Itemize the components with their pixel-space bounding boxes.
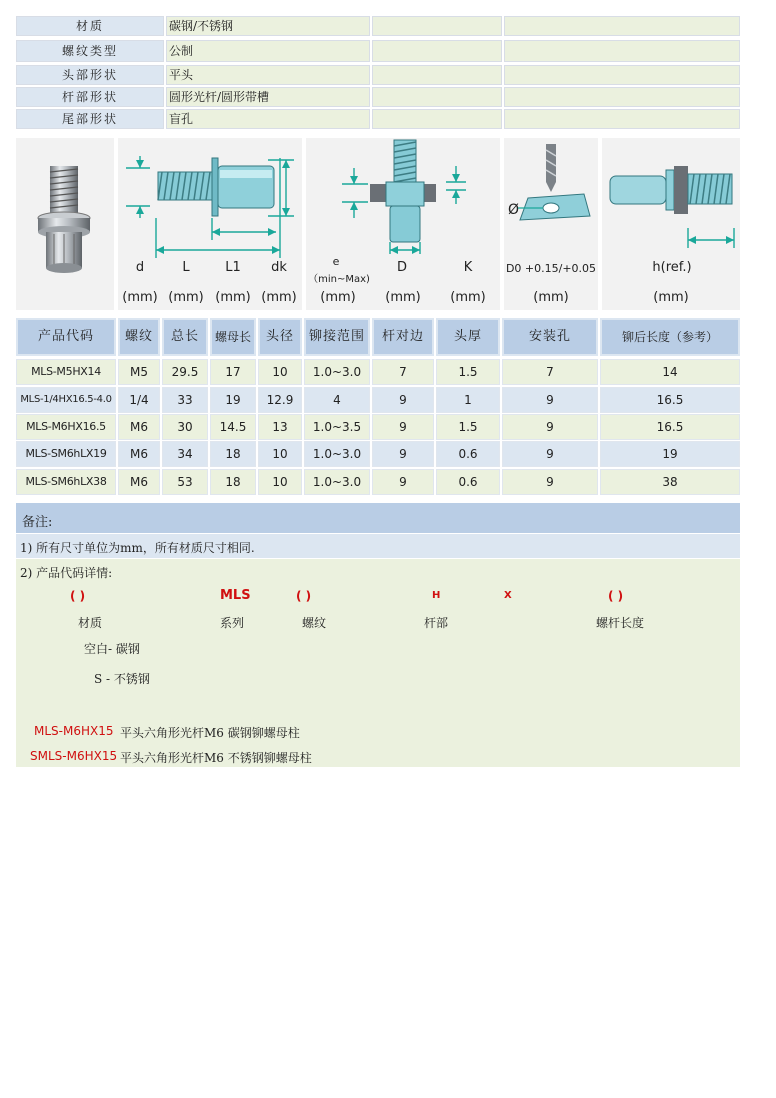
cell-head-diameter: 12.9 — [258, 387, 302, 413]
cell-install-hole: 9 — [502, 441, 598, 467]
cell-install-hole: 7 — [502, 359, 598, 385]
dim-dk-label: dk — [271, 260, 287, 275]
unit-label: (mm) — [261, 290, 297, 305]
cell-install-hole: 9 — [502, 387, 598, 413]
attr-empty — [504, 87, 740, 107]
unit-label: (mm) — [122, 290, 158, 305]
cell-grip-range: 1.0~3.0 — [304, 441, 370, 467]
cell-total-length: 34 — [162, 441, 208, 467]
attr-value: 碳钢/不锈钢 — [166, 16, 370, 36]
attr-label: 材质 — [16, 16, 164, 36]
unit-label: (mm) — [450, 290, 486, 305]
attr-row — [16, 16, 740, 36]
dim-d-label: d — [135, 260, 145, 275]
material-carbon-steel: 空白- 碳钢 — [84, 642, 140, 656]
drill-hole-diagram — [504, 138, 598, 310]
attr-row — [16, 109, 740, 129]
cell-nut-length: 17 — [210, 359, 256, 385]
dim-L1-label: L1 — [225, 260, 241, 275]
example-desc: 平头六角形光杆M6 碳钢铆螺母柱 — [120, 726, 300, 740]
riveted-length-diagram — [602, 138, 740, 310]
svg-text:Ø: Ø — [508, 202, 520, 218]
col-header: 杆对边 — [372, 318, 434, 356]
dim-K-label: K — [463, 260, 473, 275]
code-label-series: 系列 — [220, 616, 245, 630]
example-code: MLS-M6HX15 — [34, 724, 114, 738]
attr-row — [16, 65, 740, 85]
dim-e-range-label: （min~Max) — [308, 274, 370, 285]
cell-riveted-length: 16.5 — [600, 387, 740, 413]
attr-value: 公制 — [166, 40, 370, 62]
example-code: SMLS-M6HX15 — [30, 749, 118, 763]
cell-shank-flats: 9 — [372, 414, 434, 440]
cell-head-diameter: 10 — [258, 441, 302, 467]
cell-head-thickness: 0.6 — [436, 469, 500, 495]
code-part-shank: H — [432, 590, 441, 601]
attr-label: 尾部形状 — [16, 109, 164, 129]
cell-product-code: MLS-M6HX16.5 — [16, 414, 116, 440]
unit-label: (mm) — [533, 290, 569, 305]
cell-thread: 1/4 — [118, 387, 160, 413]
rivet-stud-photo-icon — [16, 138, 114, 310]
cell-riveted-length: 38 — [600, 469, 740, 495]
unit-label: (mm) — [168, 290, 204, 305]
cell-thread: M6 — [118, 469, 160, 495]
cell-head-diameter: 13 — [258, 414, 302, 440]
cell-nut-length: 18 — [210, 469, 256, 495]
attr-empty — [504, 40, 740, 62]
code-label-shank: 杆部 — [424, 616, 449, 630]
dim-e-label: e — [332, 255, 340, 268]
notes-title: 备注: — [22, 515, 53, 530]
col-header: 螺纹 — [118, 318, 160, 356]
code-label-length: 螺杆长度 — [596, 616, 645, 630]
code-label-material: 材质 — [78, 616, 103, 630]
cell-shank-flats: 9 — [372, 469, 434, 495]
notes-header-bar — [16, 503, 740, 533]
install-hole-drawing — [504, 138, 598, 310]
code-part-length: ( ) — [608, 589, 624, 603]
unit-label: (mm) — [385, 290, 421, 305]
attr-empty — [372, 87, 502, 107]
code-part-material: ( ) — [70, 589, 86, 603]
cell-product-code: MLS-M5HX14 — [16, 359, 116, 385]
product-photo — [16, 138, 114, 310]
cell-grip-range: 1.0~3.0 — [304, 359, 370, 385]
cell-thread: M6 — [118, 414, 160, 440]
cell-total-length: 33 — [162, 387, 208, 413]
attr-label: 螺纹类型 — [16, 40, 164, 62]
cell-head-diameter: 10 — [258, 359, 302, 385]
cell-total-length: 53 — [162, 469, 208, 495]
cell-total-length: 29.5 — [162, 359, 208, 385]
attr-empty — [372, 40, 502, 62]
attr-value: 平头 — [166, 65, 370, 85]
cell-thread: M5 — [118, 359, 160, 385]
cell-product-code: MLS-SM6hLX38 — [16, 469, 116, 495]
dim-D0-label: D0 +0.15/+0.05 — [505, 262, 597, 275]
cell-grip-range: 1.0~3.0 — [304, 469, 370, 495]
cell-install-hole: 9 — [502, 469, 598, 495]
col-header: 总长 — [162, 318, 208, 356]
code-part-x: X — [504, 590, 512, 601]
dim-h-label: h(ref.) — [652, 260, 692, 275]
cell-shank-flats: 9 — [372, 387, 434, 413]
cell-riveted-length: 19 — [600, 441, 740, 467]
col-header: 铆接范围 — [304, 318, 370, 356]
side-view-diagram — [118, 138, 302, 310]
col-header: 头厚 — [436, 318, 500, 356]
attr-empty — [504, 65, 740, 85]
cell-head-thickness: 1.5 — [436, 414, 500, 440]
material-stainless-steel: S - 不锈钢 — [94, 672, 150, 686]
cell-head-thickness: 1 — [436, 387, 500, 413]
col-header: 安装孔 — [502, 318, 598, 356]
cell-riveted-length: 14 — [600, 359, 740, 385]
cell-install-hole: 9 — [502, 414, 598, 440]
cell-nut-length: 14.5 — [210, 414, 256, 440]
attr-empty — [372, 65, 502, 85]
attr-label: 杆部形状 — [16, 87, 164, 107]
attr-row — [16, 87, 740, 107]
dim-L-label: L — [182, 260, 190, 275]
attr-empty — [504, 109, 740, 129]
col-header: 螺母长 — [210, 318, 256, 356]
unit-label: (mm) — [215, 290, 251, 305]
cell-total-length: 30 — [162, 414, 208, 440]
cell-nut-length: 18 — [210, 441, 256, 467]
unit-label: (mm) — [653, 290, 689, 305]
note-code-details: 2) 产品代码详情: — [20, 566, 113, 580]
example-desc: 平头六角形光杆M6 不锈钢铆螺母柱 — [120, 751, 312, 765]
attr-label: 头部形状 — [16, 65, 164, 85]
cell-shank-flats: 9 — [372, 441, 434, 467]
cell-thread: M6 — [118, 441, 160, 467]
attr-empty — [504, 16, 740, 36]
cell-grip-range: 4 — [304, 387, 370, 413]
cell-product-code: MLS-SM6hLX19 — [16, 441, 116, 467]
dim-D-label: D — [396, 260, 407, 275]
col-header: 铆后长度（参考） — [600, 318, 740, 356]
attr-value: 盲孔 — [166, 109, 370, 129]
cell-riveted-length: 16.5 — [600, 414, 740, 440]
riveted-length-drawing — [602, 138, 740, 310]
code-label-thread: 螺纹 — [302, 616, 327, 630]
cell-head-thickness: 0.6 — [436, 441, 500, 467]
attr-empty — [372, 109, 502, 129]
cell-nut-length: 19 — [210, 387, 256, 413]
unit-label: (mm) — [320, 290, 356, 305]
cell-grip-range: 1.0~3.5 — [304, 414, 370, 440]
code-part-thread: ( ) — [296, 589, 312, 603]
col-header: 产品代码 — [16, 318, 116, 356]
col-header: 头径 — [258, 318, 302, 356]
cell-product-code: MLS-1/4HX16.5-4.0 — [16, 387, 116, 413]
attr-row — [16, 40, 740, 62]
attr-value: 圆形光杆/圆形带槽 — [166, 87, 370, 107]
code-part-series: MLS — [220, 588, 251, 603]
cell-shank-flats: 7 — [372, 359, 434, 385]
cell-head-diameter: 10 — [258, 469, 302, 495]
attr-empty — [372, 16, 502, 36]
side-view-drawing — [118, 138, 302, 310]
note-units: 1) 所有尺寸单位为mm，所有材质尺寸相同. — [20, 541, 255, 555]
cell-head-thickness: 1.5 — [436, 359, 500, 385]
